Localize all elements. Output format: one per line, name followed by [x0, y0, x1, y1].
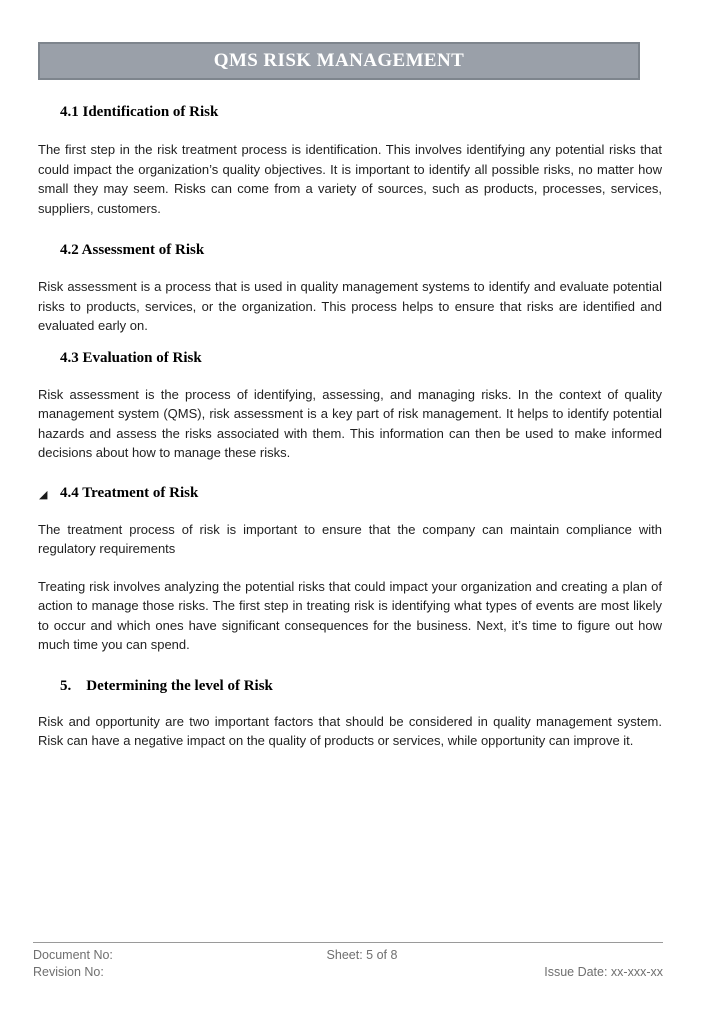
document-title: QMS RISK MANAGEMENT: [213, 50, 465, 71]
document-title-banner: [38, 42, 640, 80]
paragraph: Risk and opportunity are two important factors that should be considered in quality management system. Risk can have a negative impact on the quality of products or services, while opportunity can improve it.: [38, 713, 662, 748]
footer-row-1: [33, 947, 663, 964]
section-number: 5.: [60, 677, 72, 694]
paragraph: The treatment process of risk is important to ensure that the company can maintain compliance with regulatory requirements: [38, 521, 662, 556]
footer-row-2: [33, 964, 663, 981]
issue-date-label: Issue Date: xx-xxx-xx: [544, 965, 663, 979]
section-heading-text: 4.4 Treatment of Risk: [60, 484, 199, 501]
section-heading-5: [60, 676, 662, 696]
page-footer: [33, 942, 663, 981]
paragraph: Treating risk involves analyzing the potential risks that could impact your organization and creating a plan of action to manage those risks. The first step in treating risk is identifying what types of events are most likely to occur and which ones have significant consequences for the business. Next, it’s time to figure out how much time you can spend.: [38, 578, 662, 652]
section-heading-4-3: 4.3 Evaluation of Risk: [60, 349, 202, 366]
section-heading-text: Determining the level of Risk: [86, 677, 273, 694]
revision-no-label: Revision No:: [33, 965, 104, 979]
document-body: [38, 80, 662, 751]
document-no-label: Document No:: [33, 948, 113, 962]
section-heading-4-1: 4.1 Identification of Risk: [60, 104, 219, 120]
section-heading-4-2: 4.2 Assessment of Risk: [60, 242, 205, 258]
section-heading-4-4: [39, 483, 662, 503]
outline-collapse-icon[interactable]: ◢: [39, 487, 48, 501]
paragraph: Risk assessment is a process that is used in quality management systems to identify and evaluate potential risks to products, services, or the organization. This process helps to ensure that risks are identified and evaluated early on.: [38, 279, 662, 333]
sheet-number-label: Sheet: 5 of 8: [326, 948, 398, 962]
paragraph: The first step in the risk treatment process is identification. This involves identifying any potential risks that could impact the organization’s quality objectives. It is important to identify all possible risks, no matter how small they may seem. Risks can come from a variety of sources, such as products, processes, services, suppliers, customers.: [38, 142, 662, 216]
paragraph: Risk assessment is the process of identifying, assessing, and managing risks. In the context of quality management system (QMS), risk assessment is a key part of risk management. It helps to identify potential hazards and assess the risks associated with them. This information can then be used to make informed decisions about how to manage these risks.: [38, 386, 662, 460]
